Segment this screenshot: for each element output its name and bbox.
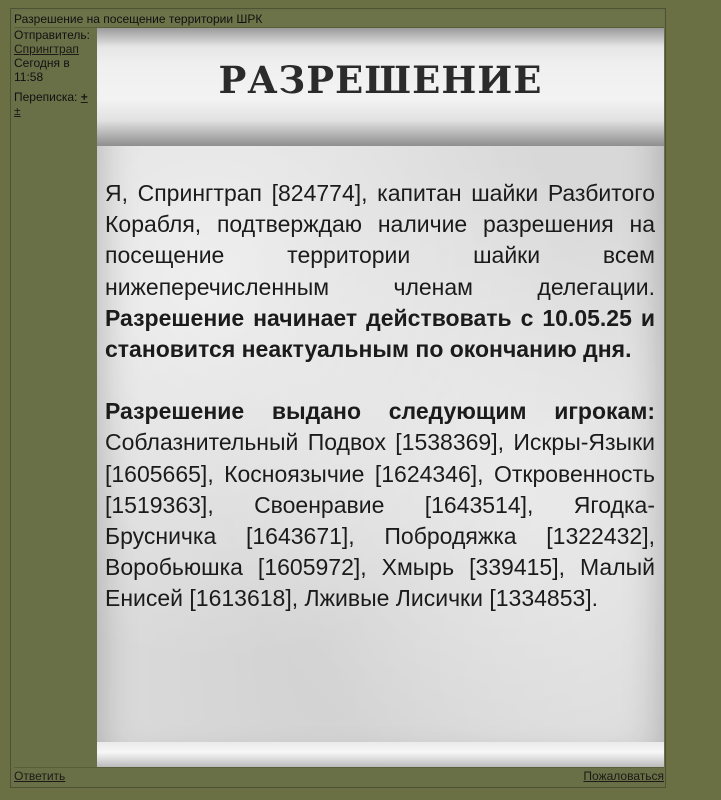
sender-link[interactable]: Спрингтрап <box>14 42 79 56</box>
card-title: РАЗРЕШЕНИЕ <box>218 58 543 102</box>
thread-row <box>14 90 94 104</box>
para2-heading: Разрешение выдано следующим игрокам: <box>105 398 655 425</box>
card-banner <box>97 28 664 146</box>
message-title: Разрешение на посещение территории ШРК <box>14 11 664 28</box>
para1-text: Я, Спрингтрап [824774], капитан шайки Разбитого Корабля, подтверждаю наличие разрешения на посещение территории шайки всем нижеперечисленным членам делегации. <box>105 180 655 300</box>
sender-label: Отправитель: <box>14 28 90 42</box>
card-bottom-strip <box>97 742 664 768</box>
para1-bold-text: Разрешение начинает действовать с 10.05.25 и становится неактуальным по окончанию дня. <box>105 304 655 363</box>
thread-label: Переписка: <box>14 90 78 104</box>
report-link[interactable]: Пожаловаться <box>583 769 664 783</box>
message-time: Сегодня в 11:58 <box>14 56 70 84</box>
reply-link[interactable]: Ответить <box>14 769 66 783</box>
player-list: Соблазнительный Подвох [1538369], Искры-Языки [1605665], Косноязычие [1624346], Откровенность [1519363], Своенравие [1643514], Ягодка-Брусничка [1643671], Побродяжка [1322432], Воробьюшка [1605972], Хмырь [339415], Малый Енисей [1613618], Лживые Лисички [1334853]. <box>105 429 655 612</box>
thread-plus-link[interactable]: + <box>80 90 88 104</box>
card-body <box>105 178 655 615</box>
message-sidebar <box>14 28 94 118</box>
thread-plusminus-link[interactable]: ± <box>14 104 21 118</box>
permission-card <box>97 28 664 768</box>
message-footer <box>14 767 664 784</box>
